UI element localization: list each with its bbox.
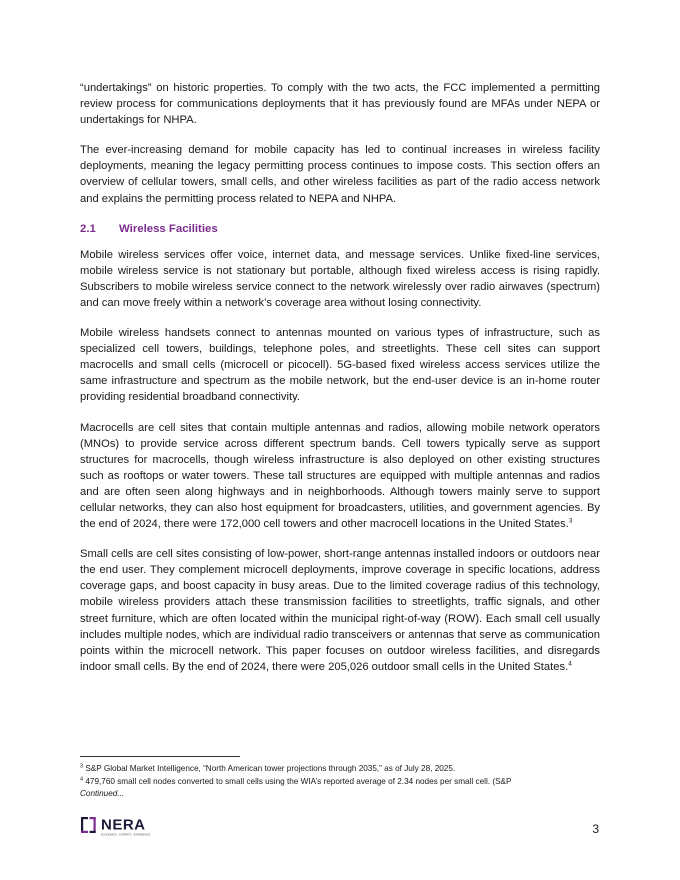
nera-logo — [80, 814, 170, 838]
footnote-3-text: S&P Global Market Intelligence, “North American tower projections through 2035,” as of July 28, 2025. — [85, 764, 456, 773]
paragraph-undertakings: “undertakings” on historic properties. To comply with the two acts, the FCC implemented a permitting review process for communications deployments that it has previously found are MFAs under NEPA or undertakings for NHPA. — [80, 82, 600, 127]
footnote-4-text: 479,760 small cell nodes converted to small cells using the WIA’s reported average of 2.34 nodes per small cell. (S&P — [85, 776, 512, 786]
section-number: 2.1 — [80, 222, 96, 235]
footnote-divider — [80, 756, 240, 757]
footnote-ref-4[interactable]: 4 — [568, 660, 572, 668]
footnotes — [80, 756, 600, 801]
footnote-3-number: 3 — [80, 763, 84, 770]
macrocells-text: Macrocells are cell sites that contain multiple antennas and radios, allowing mobile network operators (MNOs) to provide service across different spectrum bands. Cell towers typically serve as support structures for macrocells, though wireless infrastructure is also deployed on other existing structures such as rooftops or water towers. These tall structures are equipped with multiple antennas and radios and are often seen along highways and in neighborhoods. Although towers mainly serve to support cellular networks, they can also host equipment for broadcasters, utilities, and government agencies. By the end of 2024, there were 172,000 cell towers and other macrocell locations in the United States. — [80, 421, 600, 531]
paragraph-macrocells — [80, 420, 600, 533]
section-heading — [80, 221, 600, 237]
section-title: Wireless Facilities — [119, 222, 218, 235]
footnote-3 — [80, 763, 600, 776]
footnote-ref-3[interactable]: 3 — [568, 517, 573, 525]
logo-wordmark: NERA — [101, 816, 146, 834]
nera-logo-icon — [80, 814, 170, 838]
paragraph-demand: The ever-increasing demand for mobile capacity has led to continual increases in wireless facility deployments, meaning the legacy permitting process continues to impose costs. This section offers an overview of cellular towers, small cells, and other wireless facilities as part of the radio access network and explains the permitting process related to NEPA and NHPA. — [80, 144, 600, 205]
paragraph-small-cells — [80, 546, 600, 675]
small-cells-text: Small cells are cell sites consisting of low-power, short-range antennas installed indoors or outdoors near the end user. They complement microcell deployments, improve coverage in specific locations, address coverage gaps, and boost capacity in busy areas. Due to the limited coverage radius of this technology, mobile wireless providers attach these transmission facilities to streetlights, traffic signals, and other street furniture, which are often located within the municipal right-of-way (ROW). Each small cell usually includes multiple nodes, which are individual radio transceivers or antennas that serve as communication points within the microcell network. This paper focuses on outdoor wireless facilities, and disregards indoor small cells. By the end of 2024, there were 205,026 outdoor small cells in the United States. — [80, 548, 600, 673]
paragraph-handsets: Mobile wireless handsets connect to antennas mounted on various types of infrastructure, such as specialized cell towers, buildings, telephone poles, and streetlights. These cell sites can support macrocells and small cells (microcell or picocell). 5G-based fixed wireless access services utilize the same infrastructure and spectrum as the mobile network, but the end-user device is an in-home router providing residential broadband connectivity. — [80, 327, 600, 404]
footnote-4-number: 4 — [80, 775, 84, 782]
footnote-4 — [80, 776, 600, 789]
page-number: 3 — [592, 822, 599, 836]
paragraph-mobile-services: Mobile wireless services offer voice, internet data, and message services. Unlike fixed-line services, mobile wireless service is not stationary but portable, although fixed wireless access is rising rapidly. Subscribers to mobile wireless service connect to the network wirelessly over radio airwaves (spectrum) and can move freely within a network’s coverage area without losing connectivity. — [80, 248, 600, 309]
footnote-continued: Continued... — [80, 789, 125, 798]
logo-tagline: ECONOMICS · EXPERTS · EXPERIENCE — [101, 833, 151, 837]
page-body — [80, 80, 600, 689]
